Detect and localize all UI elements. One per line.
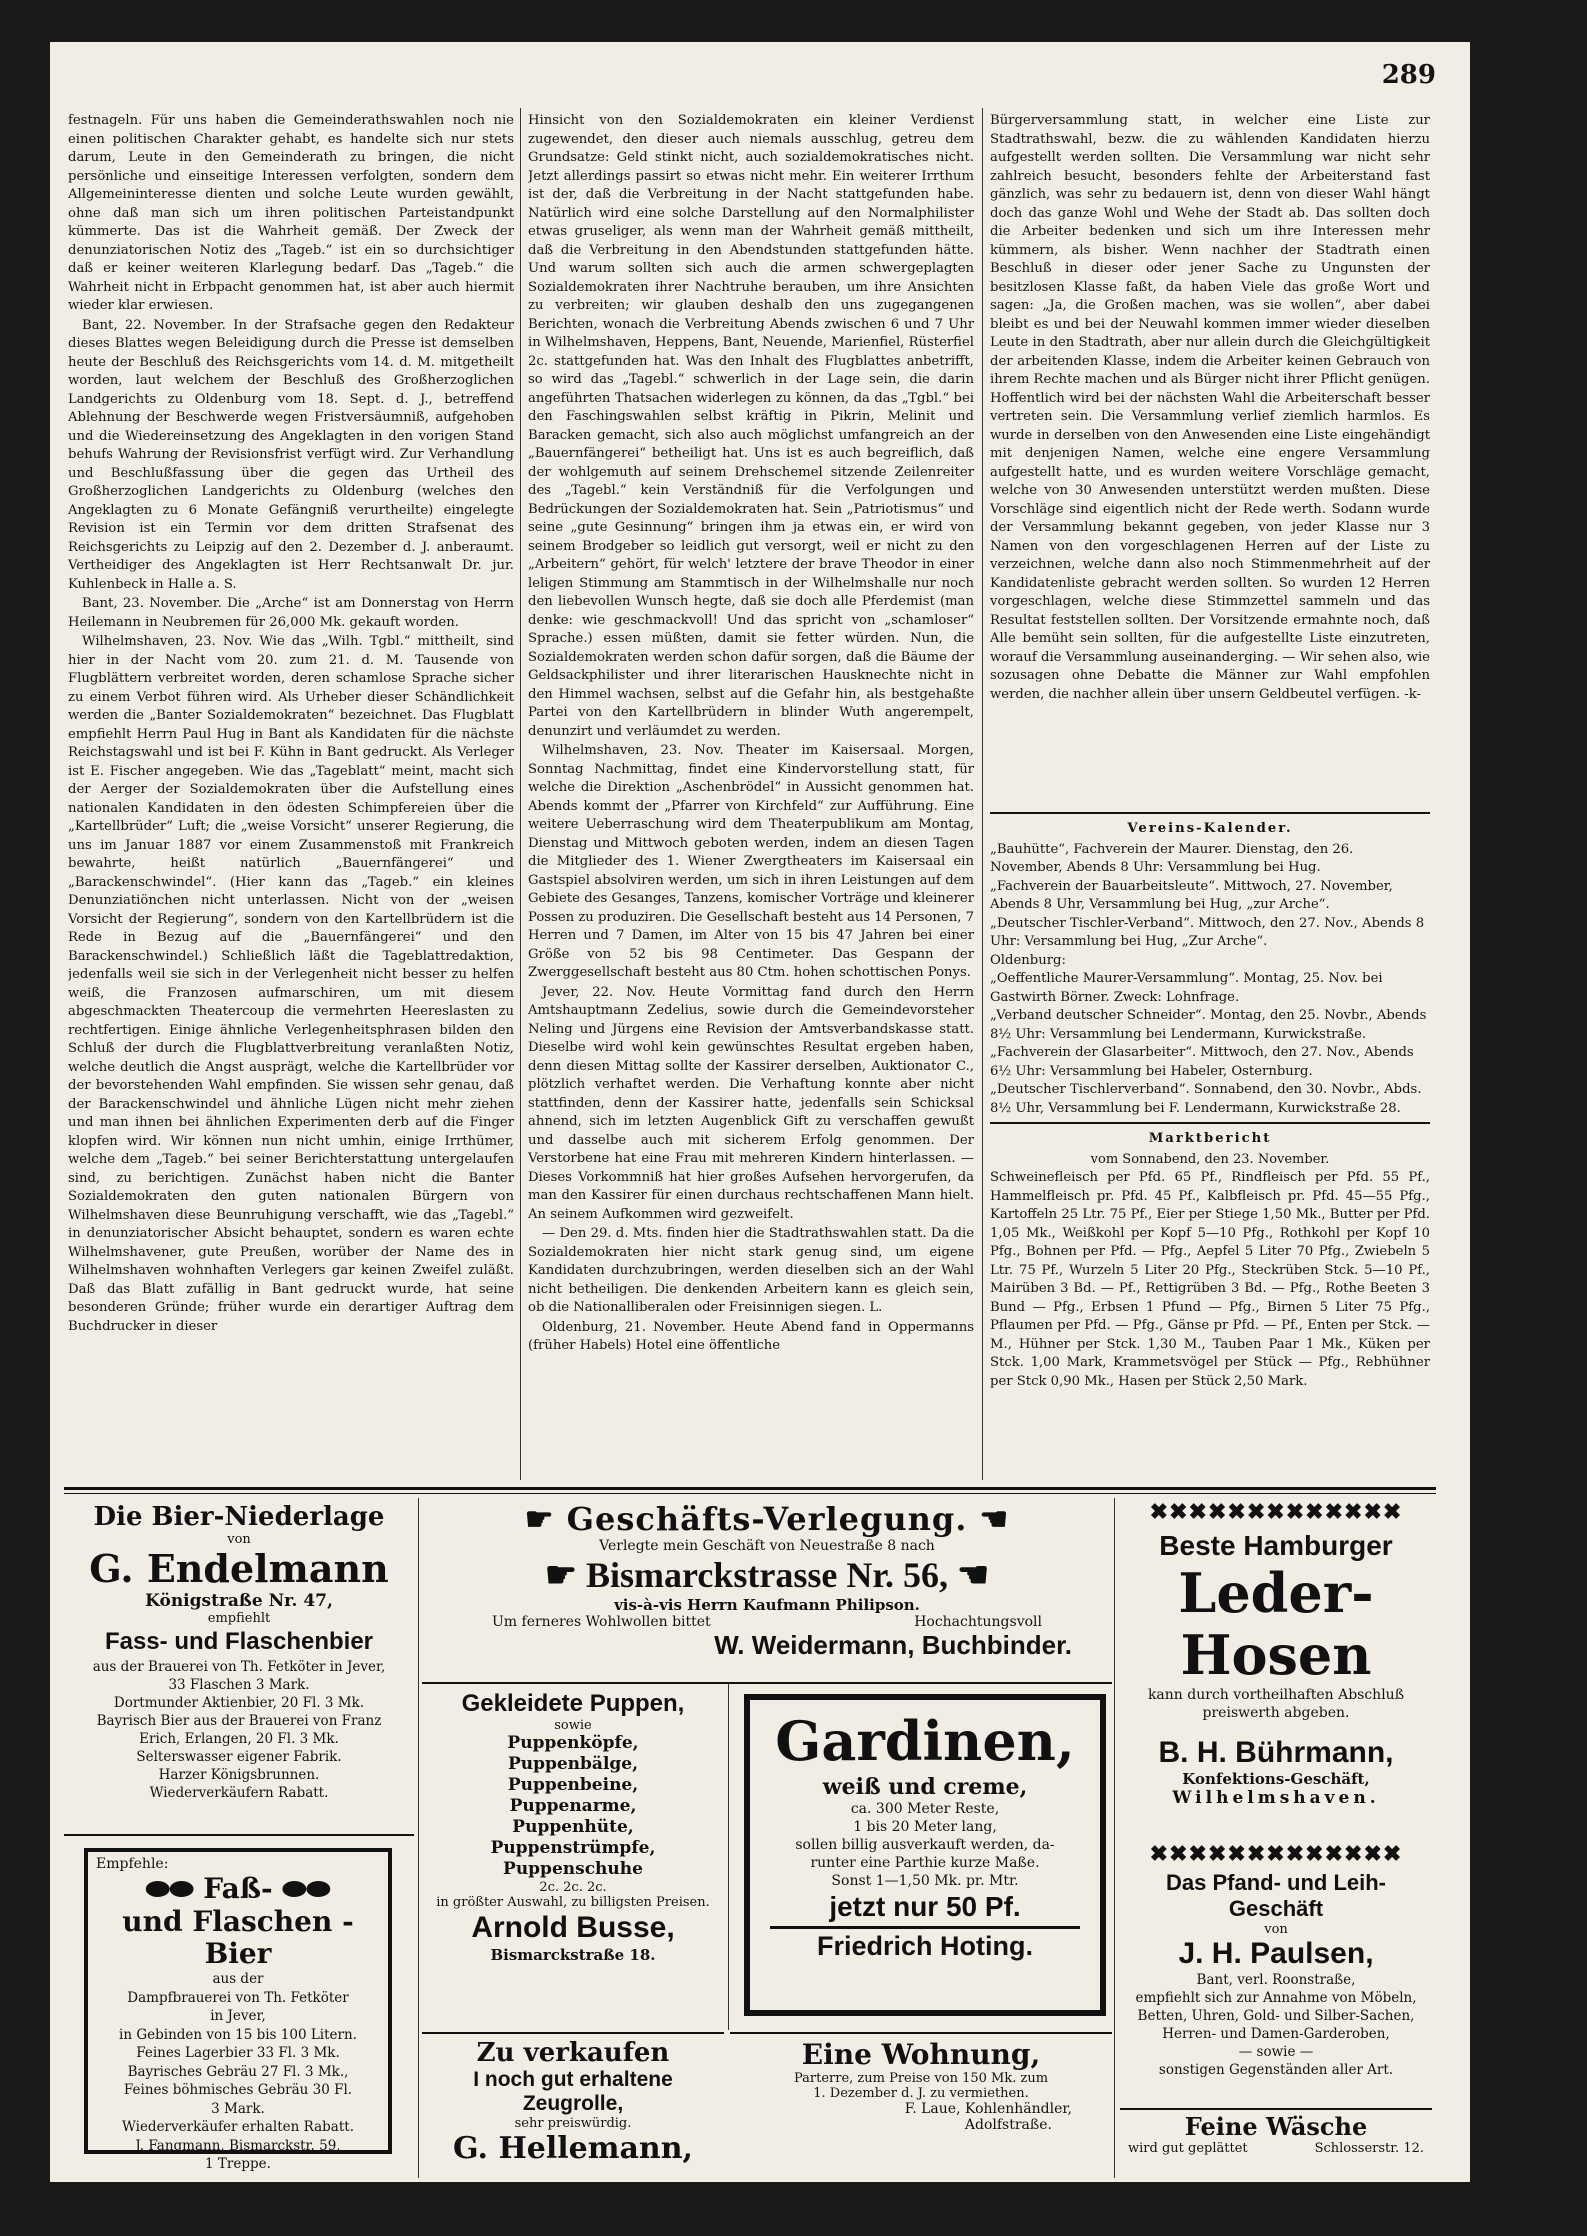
marktbericht-title: Marktbericht (1148, 1131, 1272, 1146)
ad-wohnung-name: F. Laue, Kohlenhändler, (904, 2101, 1072, 2117)
ad-line: 1 bis 20 Meter lang, (853, 1819, 997, 1835)
ad-endelmann (64, 1502, 414, 1832)
ad-line: — sowie — (1238, 2044, 1314, 2060)
ad-line: sonstigen Gegenständen aller Art. (1158, 2062, 1394, 2078)
ad-line: 33 Flaschen 3 Mark. (168, 1677, 310, 1693)
ad-verlegung-street: ☛ Bismarckstrasse Nr. 56, ☚ (544, 1555, 990, 1595)
ad-verlegung-name: W. Weidermann, Buchbinder. (714, 1630, 1072, 1660)
ad-verlegung-line1: Verlegte mein Geschäft von Neuestraße 8 nach (599, 1538, 935, 1554)
ad-paulsen-title: Das Pfand- und Leih-Geschäft (1166, 1870, 1386, 1921)
ad-item: Puppenbälge, (507, 1754, 639, 1774)
ad-item: Puppenarme, (509, 1796, 637, 1816)
ad-line: Wiederverkäufern Rabatt. (149, 1785, 329, 1801)
ad-column-divider (418, 1498, 419, 2178)
ad-divider (422, 1682, 1112, 1684)
column-divider (520, 108, 521, 1480)
ornament-border: ✖✖✖✖✖✖✖✖✖✖✖✖✖ (1149, 1500, 1403, 1524)
ad-waesche-line: wird gut geplättet Schlosserstr. 12. (1128, 2141, 1424, 2156)
vereins-item: „Deutscher Tischlerverband“. Sonnabend, den 30. Novbr., Abds. 8½ Uhr, Versammlung bei F. Lendermann, Kurwickstraße 28. (990, 1082, 1422, 1116)
vereins-item: „Verband deutscher Schneider“. Montag, den 25. Novbr., Abends 8½ Uhr: Versammlung bei Lendermann, Kurwickstraße. (990, 1008, 1427, 1042)
vereins-kalender-list (990, 841, 1430, 1119)
ad-line: in Jever, (210, 2008, 266, 2024)
ad-item: Puppenköpfe, (507, 1733, 639, 1753)
vereins-item: „Fachverein der Glasarbeiter“. Mittwoch, den 27. Nov., Abends 6½ Uhr: Versammlung bei Habeler, Osternburg. (990, 1045, 1414, 1079)
ad-line: ca. 300 Meter Reste, (850, 1801, 1000, 1817)
ad-busse-title: Gekleidete Puppen, (461, 1690, 685, 1717)
page-number: 289 (1381, 60, 1436, 90)
ad-buehrmann-name: B. H. Bührmann, (1158, 1736, 1394, 1769)
barrel-icon: ⬬⬬ (145, 1872, 204, 1905)
ad-hellemann-name: G. Hellemann, (453, 2131, 693, 2166)
ad-line: Bayrisch Bier aus der Brauerei von Franz (96, 1713, 382, 1729)
ad-line: J. Fangmann, Bismarckstr. 59, (135, 2137, 341, 2154)
col2-paragraph: — Den 29. d. Mts. finden hier die Stadtrathswahlen statt. Da die Sozialdemokraten hier nicht stark genug sind, um eigene Kandidaten durchzubringen, werden dieselben sich an der Wahl nicht betheiligen. Die denkenden Arbeitern kann es gleich sein, ob die Nationalliberalen oder Freisinnigen siegen. L. (528, 1226, 974, 1315)
ad-endelmann-heading: Die Bier-Niederlage (93, 1502, 385, 1532)
ad-line: runter eine Parthie kurze Maße. (810, 1855, 1040, 1871)
ad-paulsen-von: von (1264, 1922, 1288, 1937)
barrel-icon: ⬬⬬ (272, 1872, 331, 1905)
ad-divider (1120, 2108, 1432, 2110)
ad-line: aus der Brauerei von Th. Fetköter in Jever, (92, 1659, 386, 1675)
article-column-2 (528, 112, 974, 1480)
col1-paragraph: Wilhelmshaven, 23. Nov. Wie das „Wilh. Tgbl.“ mittheilt, sind hier in der Nacht vom 20. zum 21. d. M. Tausende von Flugblättern verbreitet worden, deren schamlose Sprache sicher zu einem Verbot führen wird. Als Urheber dieser Schändlichkeit werden die „Banter Sozialdemokraten“ bezeichnet. Das Flugblatt empfiehlt Herrn Paul Hug in Bant als Kandidaten für die nächste Reichstagswahl und ist bei F. Kühn in Bant gedruckt. Als Verleger ist E. Fischer angegeben. Wie das „Tageblatt“ meint, macht sich der Aerger der Sozialdemokraten über die Aufstellung eines nationalen Kandidaten in den ödesten Schimpfereien über die „Kartellbrüder“ Luft; die „weise Vorsicht“ unserer Regierung, die uns im Januar 1887 vor einem Zusammenstoß mit Frankreich bewahrte, heißt natürlich „Bauernfängerei“ und „Barackenschwindel“. (Hier kann das „Tageb.“ ein kleines Denunziatiönchen nicht unterlassen. Nicht von der „weisen Vorsicht der Regierung“, sondern von den Kartellbrüdern ist die Rede in Bezug auf die „Bauernfängerei“ und den Barackenschwindel.) Schließlich läßt die Tageblattredaktion, jedenfalls weil sie sich in der Verlegenheit nicht besser zu helfen weiß, die Franzosen aufmarschiren, um mit diesem abgeschmackten Theatercoup die vermehrten Heereslasten zu rechtfertigen. Einige ähnliche Verlegenheitsphrasen bilden den Schluß der durch die Flugblattverbreitung veranlaßten Notiz, welche deutlich die Angst ausprägt, welche die Kartellbrüder vor der bevorstehenden Wahl empfinden. Sie wissen sehr genau, daß der Barackenschwindel und ähnliche Lügen nicht mehr ziehen und man ihnen bei ähnlichen Experimenten derb auf die Finger klopfen wird. Wir können nun nicht umhin, einige Irrthümer, welche dem „Tageb.“ bei seiner Berichterstattung untergelaufen sind, zu berichtigen. Zunächst haben nicht die Banter Sozialdemokraten den guten nationalen Bürgern von Wilhelmshaven diese Beunruhigung verschafft, wie das „Tagebl.“ in denunziatorischer Absicht behauptet, sondern es waren echte Wilhelmshavener, gute Preußen, worüber der Name des in Wilhelmshaven wohnhaften Verlegers gar keinen Zweifel zuläßt. Daß das Blatt zufällig in Bant gedruckt wurde, hat seine besonderen Gründe; früher wurde ein derartiger Auftrag dem Buchdrucker in dieser (68, 634, 514, 1334)
article-column-3 (990, 112, 1430, 1480)
vereins-item: „Oeffentliche Maurer-Versammlung“. Montag, 25. Nov. bei Gastwirth Börner. Zweck: Lohnfrage. (990, 971, 1383, 1005)
ad-wohnung (730, 2038, 1112, 2178)
ad-line: Dortmunder Aktienbier, 20 Fl. 3 Mk. (113, 1695, 365, 1711)
ad-hellemann (422, 2038, 724, 2178)
ad-line: Feines Lagerbier 33 Fl. 3 Mk. (136, 2045, 340, 2061)
ad-wohnung-title: Eine Wohnung, (801, 2038, 1041, 2071)
ad-line: aus der (212, 1971, 264, 1987)
ad-hellemann-line2: sehr preiswürdig. (514, 2116, 632, 2131)
section-divider (990, 812, 1430, 814)
ad-verlegung-line2: vis-à-vis Herrn Kaufmann Philipson. (614, 1596, 920, 1614)
ad-endelmann-name: G. Endelmann (89, 1546, 389, 1591)
ad-waesche (1120, 2112, 1432, 2178)
marktbericht-text: Schweinefleisch per Pfd. 65 Pf., Rindfleisch per Pfd. 55 Pf., Hammelfleisch pr. Pfd. 45 Pf., Kalbfleisch pr. Pfd. 45—55 Pfg., Kartoffeln 25 Ltr. 75 Pf., Eier per Stiege 1,50 Mk., Butter per Pfd. 1,05 Mk., Weißkohl per Kopf 5—10 Pfg., Rothkohl per Kopf 10 Pfg., Bohnen per Pfd. — Pfg., Aepfel 5 Liter 70 Pfg., Zwiebeln 5 Ltr. 75 Pf., Wurzeln 5 Liter 20 Pfg., Steckrüben Stck. 5—10 Pf., Mairüben 3 Bd. — Pf., Rettigrüben 3 Bd. — Pfg., Rothe Beeten 3 Bund — Pfg., Erbsen 1 Pfund — Pfg., Birnen 5 Liter 75 Pfg., Pflaumen per Pfd. — Pfg., Gänse pr Pfd. — Pf., Enten per Stck. — M., Hühner per Stck. 1,30 M., Tauben Paar 1 Mk., Küken per Stck. 1,00 Mark, Krammetsvögel per Stück — Pfg., Rebhühner per Stck 0,90 Mk., Hasen per Stück 2,50 Mark. (990, 1170, 1430, 1389)
ad-busse-etc: 2c. 2c. 2c. (539, 1880, 607, 1895)
ad-line: Bayrisches Gebräu 27 Fl. 3 Mk., (127, 2063, 349, 2080)
ad-item: Puppenbeine, (507, 1775, 639, 1795)
pointing-hand-icon: ☛ (544, 1555, 586, 1595)
pointing-hand-icon: ☚ (948, 1555, 990, 1595)
ad-endelmann-product: Fass- und Flaschenbier (104, 1628, 374, 1655)
col2-paragraph: Jever, 22. Nov. Heute Vormittag fand durch den Herrn Amtshauptmann Zedelius, sowie durch die Gemeindevorsteher Neling und Jürgens eine Revision der Amtsverbandskasse statt. Dieselbe wird wohl kein gewünschtes Resultat ergeben haben, denn diesen Mittag sollte der Kassirer derselben, Auktionator C., plötzlich verhaftet werden. Die Verhaftung konnte aber nicht stattfinden, denn der Kassirer hatte, jedenfalls sein Schicksal ahnend, sich im letzten Augenblick Gift zu verschaffen gewußt und dasselbe auch mit sicherem Erfolg genommen. Der Verstorbene hat eine Frau mit mehreren Kindern hinterlassen. — Dieses Vorkommniß hat hier großes Aufsehen hervorgerufen, da man den Kassirer für einen durchaus rechtschaffenen Mann hielt. An seinem Aufkommen wird gezweifelt. (528, 984, 974, 1222)
ad-paulsen-name: J. H. Paulsen, (1178, 1937, 1374, 1970)
ad-wohnung-line2: 1. Dezember d. J. zu vermiethen. (813, 2086, 1029, 2101)
col3-paragraph: Bürgerversammlung statt, in welcher eine Liste zur Stadtrathswahl, bezw. die zu wählenden Kandidaten hierzu aufgestellt werden sollten. Die Versammlung war nicht sehr zahlreich besucht, besonders fehlte der Arbeiterstand fast gänzlich, was sehr zu bedauern ist, denn von dieser Wahl hängt doch das ganze Wohl und Wehe der Stadt ab. Das sollten doch die Arbeiter bedenken und sich um ihre Interessen mehr kümmern, als bisher. Wenn nachher der Stadtrath einen Beschluß in dieser oder jener Sache zu Ungunsten der besitzlosen Klasse faßt, da haben Viele das große Wort und sagen: „Ja, die Großen machen, was sie wollen“, aber dabei bleibt es und bei der Neuwahl kommen immer wieder dieselben Leute in den Stadtrath, aber nur allein durch die Gleichgültigkeit der arbeitenden Klasse, indem die Arbeiter keinen Gebrauch von ihrem Rechte machen und als Bürger nicht ihrer Pflicht genügen. Hoffentlich wird bei der nächsten Wahl die Arbeiterschaft besser vertreten sein. Die Versammlung verlief ziemlich harmlos. Es wurde in derselben von den Anwesenden eine Liste eingehändigt mit denjenigen Namen, welche eine engere Versammlung aufgestellt hatte, und es wurden weitere Vorschläge gemacht, welche von 30 Anwesenden unterstützt werden mußten. Diese Vorschläge sind eigentlich nicht der Rede werth. Sodann wurde der Versammlung bekannt gegeben, von jeder Klasse nur 3 Namen von den vorgeschlagenen Herren auf der Liste zu verzeichnen, welche dann also noch Stimmenmehrheit auf der Kandidatenliste gebracht werden sollten. So wurden 12 Herren vorgeschlagen, welche diese Stimmzettel sammeln und das Resultat feststellen sollten. Der Vorsitzende ermahnte noch, daß Alle bemüht sein sollten, für die aufgestellte Liste einzutreten, worauf die Versammlung auseinanderging. — Wir sehen also, wie sozusagen ohne Debatte die Männer zur Wahl empfohlen werden, die nachher allein über unsern Geldbeutel verfügen. -k- (990, 113, 1430, 702)
vereins-item: „Fachverein der Bauarbeitsleute“. Mittwoch, 27. November, Abends 8 Uhr, Versammlung bei Hug, „zur Arche“. (990, 878, 1393, 912)
vereins-kalender-title: Vereins-Kalender. (1127, 821, 1293, 836)
ad-busse-sowie: sowie (554, 1718, 592, 1733)
ad-line: Erich, Erlangen, 20 Fl. 3 Mk. (139, 1731, 339, 1747)
vereins-item: „Bauhütte“, Fachverein der Maurer. Dienstag, den 26. November, Abends 8 Uhr: Versammlung bei Hug. (990, 841, 1354, 875)
ad-busse-note: in größter Auswahl, zu billigsten Preisen. (436, 1895, 710, 1910)
ad-line: in Gebinden von 15 bis 100 Litern. (119, 2026, 357, 2043)
ad-line: 3 Mark. (211, 2100, 265, 2117)
ad-line: 1 Treppe. (205, 2156, 271, 2172)
pointing-hand-icon: ☛ (524, 1500, 567, 1538)
ad-item: Puppenschuhe (503, 1859, 643, 1879)
ad-item: Puppenhüte, (512, 1817, 634, 1837)
ad-wohnung-line1: Parterre, zum Preise von 150 Mk. zum (793, 2071, 1049, 2086)
ad-line: Feines böhmisches Gebräu 30 Fl. (123, 2082, 353, 2098)
ad-endelmann-lines (64, 1658, 414, 1802)
ad-line: Betten, Uhren, Gold- und Silber-Sachen, (1137, 2008, 1415, 2024)
ad-wohnung-addr: Adolfstraße. (964, 2117, 1052, 2133)
ad-line: preiswerth abgeben. (1202, 1705, 1350, 1721)
ad-fangmann-empfehle: Empfehle: (96, 1856, 169, 1872)
ad-divider (64, 1834, 414, 1836)
ad-gardinen-title: Gardinen, (775, 1709, 1075, 1773)
ad-waesche-title: Feine Wäsche (1184, 2112, 1368, 2141)
ad-line: Selterswasser eigener Fabrik. (136, 1749, 342, 1765)
ad-fangmann-lines (88, 1970, 388, 2174)
ad-gardinen-rule (770, 1926, 1080, 1929)
ad-busse (422, 1690, 724, 2018)
ads-top-rule-thin (64, 1493, 1436, 1494)
marktbericht-subtitle: vom Sonnabend, den 23. November. (1090, 1151, 1330, 1167)
ad-buehrmann-line1: Beste Hamburger (1159, 1530, 1393, 1561)
ad-line: Dampfbrauerei von Th. Fetköter (127, 1989, 349, 2006)
ad-fangmann-title1: ⬬⬬ Faß- ⬬⬬ (145, 1872, 331, 1905)
ad-line: kann durch vortheilhaften Abschluß (1147, 1687, 1405, 1703)
ad-line: Sonst 1—1,50 Mk. pr. Mtr. (831, 1873, 1019, 1889)
ad-hellemann-title: Zu verkaufen (476, 2038, 670, 2068)
ad-divider (730, 2032, 1112, 2034)
ad-endelmann-von: von (227, 1532, 251, 1547)
column-divider (982, 108, 983, 1480)
ornament-border: ✖✖✖✖✖✖✖✖✖✖✖✖✖ (1149, 1842, 1403, 1866)
newspaper-page (50, 42, 1470, 2182)
col2-paragraph: Oldenburg, 21. November. Heute Abend fand in Oppermanns (früher Habels) Hotel eine öffentliche (528, 1319, 974, 1353)
ad-buehrmann-lines (1120, 1686, 1432, 1722)
section-divider (990, 1122, 1430, 1124)
ad-buehrmann-sub: Konfektions-Geschäft, (1182, 1770, 1370, 1788)
ad-column-divider (1114, 1498, 1115, 2178)
col2-paragraph: Hinsicht von den Sozialdemokraten ein kleiner Verdienst zugewendet, den dieser auch niemals ausschlug, getreu dem Grundsatze: Geld stinkt nicht, auch sozialdemokratisches nicht. Jetzt allerdings passirt so etwas nicht mehr. Ein weiterer Irrthum ist der, daß die Verbreitung in der Nacht stattgefunden habe. Natürlich wird eine solche Darstellung auf den Normalphilister etwas gruseliger, als wenn man der Wahrheit gemäß mittheilt, daß die Verbreitung in den Abendstunden stattgefunden hätte. Und warum sollten sich auch die armen schwergeplagten Sozialdemokraten ihrer Nachtruhe berauben, um ihre Ansichten zu verbreiten; wir glauben deshalb den uns zugegangenen Berichten, wonach die Verbreitung Abends zwischen 6 und 7 Uhr in Wilhelmshaven, Heppens, Bant, Neuende, Marienfiel, Rüsterfiel 2c. stattgefunden hat. Was den Inhalt des Flugblattes anbetrifft, so wird das „Tagebl.“ schwerlich in der Lage sein, die darin angeführten Thatsachen widerlegen zu können, da das „Tgbl.“ bei den Faschingswahlen selbst kräftig in Pikrin, Melinit und Baracken gemacht, sich also auch möglichst umfangreich an der „Bauernfängerei“ betheiligt hat. Uns ist es auch begreiflich, daß der wohlgemuth auf seinem Drehschemel sitzende Zeilenreiter des „Tagebl.“ kein Verständniß für die Verfolgungen und Bedrückungen der Sozialdemokraten hat. Sein „Patriotismus“ und seine „gute Gesinnung“ bringen ihm ja etwas ein, er wird von seinem Brodgeber so leidlich gut versorgt, weil er nicht zu den „Arbeitern“ gehört, für welch' letztere der brave Theodor in einer leligen Stimmung am Stammtisch in der Wilhelmshalle nur noch den liebevollen Wunsch hegte, daß sie doch alle Pferdemist (man denke: wie geschmackvoll! Und das spricht von „schamloser“ Sprache.) essen müßten, damit sie fetter würden. Nun, die Sozialdemokraten werden schon dafür sorgen, daß die Bäume der Geldsackphilister und ihrer literarischen Hausknechte nicht in den Himmel wachsen, selbst auf die Gefahr hin, als bestgehaßte Partei von den Kartellbrüdern in blinder Wuth angerempelt, denunzirt und verläumdet zu werden. (528, 113, 974, 739)
col1-paragraph: Bant, 23. November. Die „Arche“ ist am Donnerstag von Herrn Heilemann in Neubremen für 26,000 Mk. gekauft worden. (68, 596, 514, 630)
ad-endelmann-addr: Königstraße Nr. 47, (145, 1591, 333, 1611)
article-column-1 (68, 112, 514, 1480)
vereins-item: „Deutscher Tischler-Verband“. Mittwoch, den 27. Nov., Abends 8 Uhr: Versammlung bei Hug, „Zur Arche“. (990, 915, 1425, 949)
ad-buehrmann (1120, 1500, 1432, 1840)
ad-busse-name: Arnold Busse, (471, 1911, 675, 1944)
ad-verlegung (422, 1500, 1112, 1680)
ad-gardinen-name: Friedrich Hoting. (817, 1931, 1033, 1961)
ad-line: Wiederverkäufer erhalten Rabatt. (121, 2119, 354, 2135)
ad-verlegung-title: ☛ Geschäfts-Verlegung. ☚ (524, 1500, 1010, 1538)
ads-top-rule (64, 1487, 1436, 1490)
ad-paulsen-lines (1120, 1971, 1432, 2079)
ad-gardinen-lines (750, 1800, 1100, 1890)
ad-gardinen-price: jetzt nur 50 Pf. (829, 1891, 1021, 1922)
ad-endelmann-empf: empfiehlt (207, 1611, 271, 1626)
ad-column-divider (728, 1684, 729, 2030)
ad-fangmann-title2: und Flaschen - Bier (122, 1905, 354, 1970)
ad-line: Herren- und Damen-Garderoben, (1162, 2026, 1390, 2042)
ad-line: Harzer Königsbrunnen. (158, 1767, 320, 1783)
pointing-hand-icon: ☚ (967, 1500, 1010, 1538)
ad-verlegung-line3: Um ferneres Wohlwollen bittet Hochachtungsvoll (492, 1614, 1042, 1630)
col2-paragraph: Wilhelmshaven, 23. Nov. Theater im Kaisersaal. Morgen, Sonntag Nachmittag, findet eine Kindervorstellung statt, für welche die Direktion „Aschenbrödel“ in Aussicht genommen hat. Abends kommt der „Pfarrer von Kirchfeld“ zur Aufführung. Eine weitere Ueberraschung wird dem Theaterpublikum am Montag, Dienstag und Mittwoch geboten werden, indem an diesen Tagen die Mitglieder des 1. Wiener Zwergtheaters im Kaisersaal ein Gastspiel absolviren werden, um sich in ihren Leistungen auf dem Gebiete des Gesanges, Tanzens, komischer Vorträge und kleinerer Possen zu produziren. Die Gesellschaft besteht aus 14 Personen, 7 Herren und 7 Damen, im Alter von 15 bis 47 Jahren bei einer Größe von 52 bis 98 Centimeter. Das Gespann der Zwerggesellschaft besteht aus 80 Ctm. hohen schottischen Ponys. (528, 743, 974, 980)
vereins-item: Oldenburg: (990, 952, 1066, 968)
ad-hellemann-line1: I noch gut erhaltene Zeugrolle, (473, 2068, 673, 2115)
ad-buehrmann-title: Leder-Hosen (1178, 1561, 1374, 1687)
ad-busse-addr: Bismarckstraße 18. (490, 1946, 656, 1964)
ad-paulsen (1120, 1842, 1432, 2112)
col1-paragraph: Bant, 22. November. In der Strafsache gegen den Redakteur dieses Blattes wegen Beleidigung durch die Presse ist demselben heute der Beschluß des Reichsgerichts vom 14. d. M. mitgetheilt worden, laut welchem der Beschluß des Großherzoglichen Landgerichts zu Oldenburg vom 18. Sept. d. J., betreffend Ablehnung der Beschwerde wegen Fristversäumniß, aufgehoben und die Wiedereinsetzung des Angeklagten in den vorigen Stand behufs Wahrung der Revisionsfrist verfügt wird. Zur Verhandlung und Beschlußfassung über die gegen das Urtheil des Großherzoglichen Landgerichts zu Oldenburg (welches den Angeklagten zu 6 Monate Gefängniß verurtheilte) eingelegte Revision ist ein Termin vor dem dritten Strafsenat des Reichsgerichts zu Leipzig auf den 2. Dezember d. J. anberaumt. Vertheidiger des Angeklagten ist Herr Rechtsanwalt Dr. jur. Kuhlenbeck in Halle a. S. (68, 317, 514, 592)
col1-paragraph: festnageln. Für uns haben die Gemeinderathswahlen noch nie einen politischen Charakter gehabt, es handelte sich nur stets darum, Leute in den Gemeinderath zu bringen, die nicht persönliche und einseitige Interessen verfolgten, sondern dem Allgemeininteresse dienten und solche Leute wurden gewählt, ohne daß man sich um ihren politischen Parteistandpunkt kümmerte. Das ist die Wahrheit gemäß. Der Zweck der denunziatorischen Notiz des „Tageb.“ ist ein so durchsichtiger daß er keiner weiteren Klarlegung bedarf. Das „Tageb.“ die Wahrheit nicht in Erbpacht genommen hat, ist aber auch hiermit wieder klar erwiesen. (68, 113, 514, 313)
ad-line: Bant, verl. Roonstraße, (1196, 1972, 1356, 1988)
ad-item: Puppenstrümpfe, (490, 1838, 656, 1858)
ad-busse-items (422, 1733, 724, 1880)
ad-gardinen (744, 1694, 1106, 2016)
ad-divider (422, 2032, 724, 2034)
ad-fangmann (84, 1848, 392, 2172)
ad-buehrmann-city: Wilhelmshaven. (1172, 1788, 1380, 1808)
article-stadtrath (990, 112, 1430, 808)
ad-gardinen-sub: weiß und creme, (822, 1774, 1028, 1800)
ad-line: sollen billig ausverkauft werden, da- (795, 1837, 1055, 1853)
ad-line: empfiehlt sich zur Annahme von Möbeln, (1135, 1990, 1417, 2006)
